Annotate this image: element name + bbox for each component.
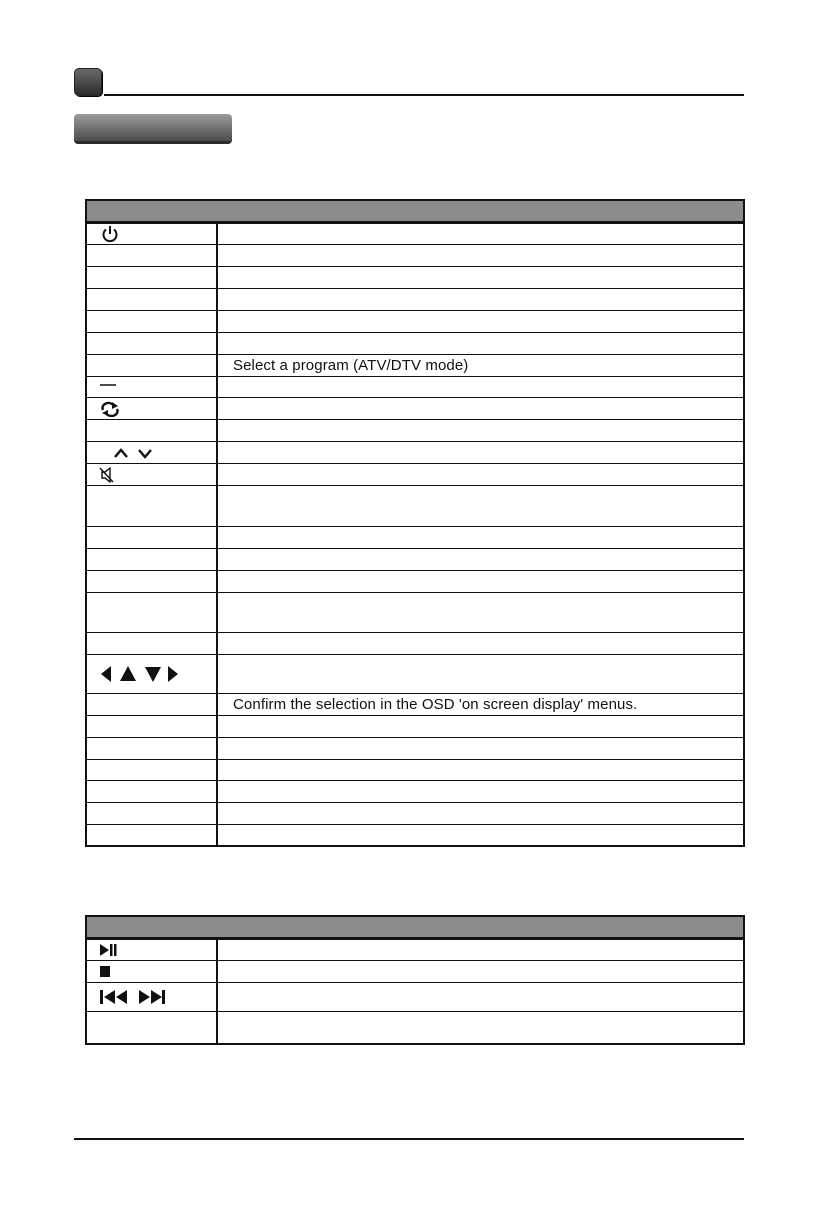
desc-cell [218, 289, 743, 310]
key-cell [87, 464, 218, 485]
table-row [87, 376, 743, 397]
key-cell [87, 224, 218, 244]
table-row [87, 654, 743, 693]
desc-cell: Select a program (ATV/DTV mode) [233, 357, 469, 374]
key-cell [87, 571, 218, 592]
table-row [87, 592, 743, 632]
desc-cell [218, 983, 743, 1011]
table-row [87, 463, 743, 485]
desc-cell [218, 420, 743, 441]
key-cell [87, 333, 218, 354]
table-row [87, 824, 743, 845]
key-cell [87, 442, 218, 463]
chapter-badge-icon [74, 68, 102, 96]
table-row [87, 223, 743, 244]
key-cell [87, 377, 218, 397]
table-row [87, 419, 743, 441]
key-cell [87, 1012, 218, 1043]
arrow-keys-icon [99, 665, 183, 683]
desc-cell [218, 464, 743, 485]
table-row [87, 485, 743, 526]
key-cell [87, 633, 218, 654]
table-row [87, 354, 743, 376]
table-row [87, 244, 743, 266]
desc-cell [218, 655, 743, 693]
table-row [87, 1011, 743, 1043]
key-cell [87, 655, 218, 693]
table-row [87, 715, 743, 737]
table-row [87, 759, 743, 780]
desc-cell [218, 738, 743, 759]
key-cell [87, 961, 218, 982]
top-rule [104, 94, 744, 96]
desc-cell [218, 961, 743, 982]
remote-function-table [85, 199, 745, 847]
key-cell [87, 694, 218, 715]
key-cell [87, 420, 218, 441]
key-cell [87, 983, 218, 1011]
table-row [87, 939, 743, 960]
mute-icon [99, 467, 117, 483]
desc-cell [218, 760, 743, 780]
prev-next-icon [99, 989, 169, 1005]
play-pause-icon [99, 943, 121, 957]
table-row [87, 780, 743, 802]
key-cell [87, 593, 218, 632]
desc-cell [218, 398, 743, 419]
table-row [87, 960, 743, 982]
desc-cell [218, 1012, 743, 1043]
desc-cell [218, 527, 743, 548]
desc-cell [218, 442, 743, 463]
dash-icon [99, 381, 119, 393]
desc-cell [218, 333, 743, 354]
section-tab [74, 114, 232, 141]
desc-cell [218, 311, 743, 332]
desc-cell [218, 633, 743, 654]
key-cell [87, 311, 218, 332]
table-header [87, 917, 743, 939]
table-row [87, 266, 743, 288]
desc-cell [218, 224, 743, 244]
table-row [87, 548, 743, 570]
media-function-table [85, 915, 745, 1045]
bottom-rule [74, 1138, 744, 1140]
table-row [87, 310, 743, 332]
power-icon [99, 225, 121, 243]
desc-cell [218, 593, 743, 632]
key-cell [87, 355, 218, 376]
key-cell [87, 486, 218, 526]
desc-cell [218, 377, 743, 397]
key-cell [87, 549, 218, 570]
table-row [87, 397, 743, 419]
desc-cell [218, 245, 743, 266]
key-cell [87, 245, 218, 266]
table-row [87, 570, 743, 592]
table-header [87, 201, 743, 223]
desc-cell [218, 781, 743, 802]
key-cell [87, 760, 218, 780]
table-row [87, 982, 743, 1011]
stop-icon [99, 965, 113, 979]
desc-cell [218, 803, 743, 824]
desc-cell [218, 267, 743, 288]
table-row [87, 693, 743, 715]
recall-icon [99, 401, 121, 417]
desc-cell [218, 940, 743, 960]
key-cell [87, 940, 218, 960]
key-cell [87, 716, 218, 737]
table-row [87, 526, 743, 548]
table-row [87, 632, 743, 654]
key-cell [87, 289, 218, 310]
key-cell [87, 527, 218, 548]
desc-cell [218, 825, 743, 845]
desc-cell [218, 571, 743, 592]
key-cell [87, 267, 218, 288]
table-row [87, 332, 743, 354]
table-row [87, 441, 743, 463]
table-row [87, 802, 743, 824]
table-row [87, 737, 743, 759]
table-row [87, 288, 743, 310]
key-cell [87, 398, 218, 419]
desc-cell [218, 716, 743, 737]
desc-cell [218, 549, 743, 570]
key-cell [87, 738, 218, 759]
key-cell [87, 781, 218, 802]
chevron-up-down-icon [111, 446, 157, 460]
desc-cell [218, 486, 743, 526]
key-cell [87, 803, 218, 824]
desc-cell: Confirm the selection in the OSD 'on screen display' menus. [233, 696, 638, 713]
key-cell [87, 825, 218, 845]
